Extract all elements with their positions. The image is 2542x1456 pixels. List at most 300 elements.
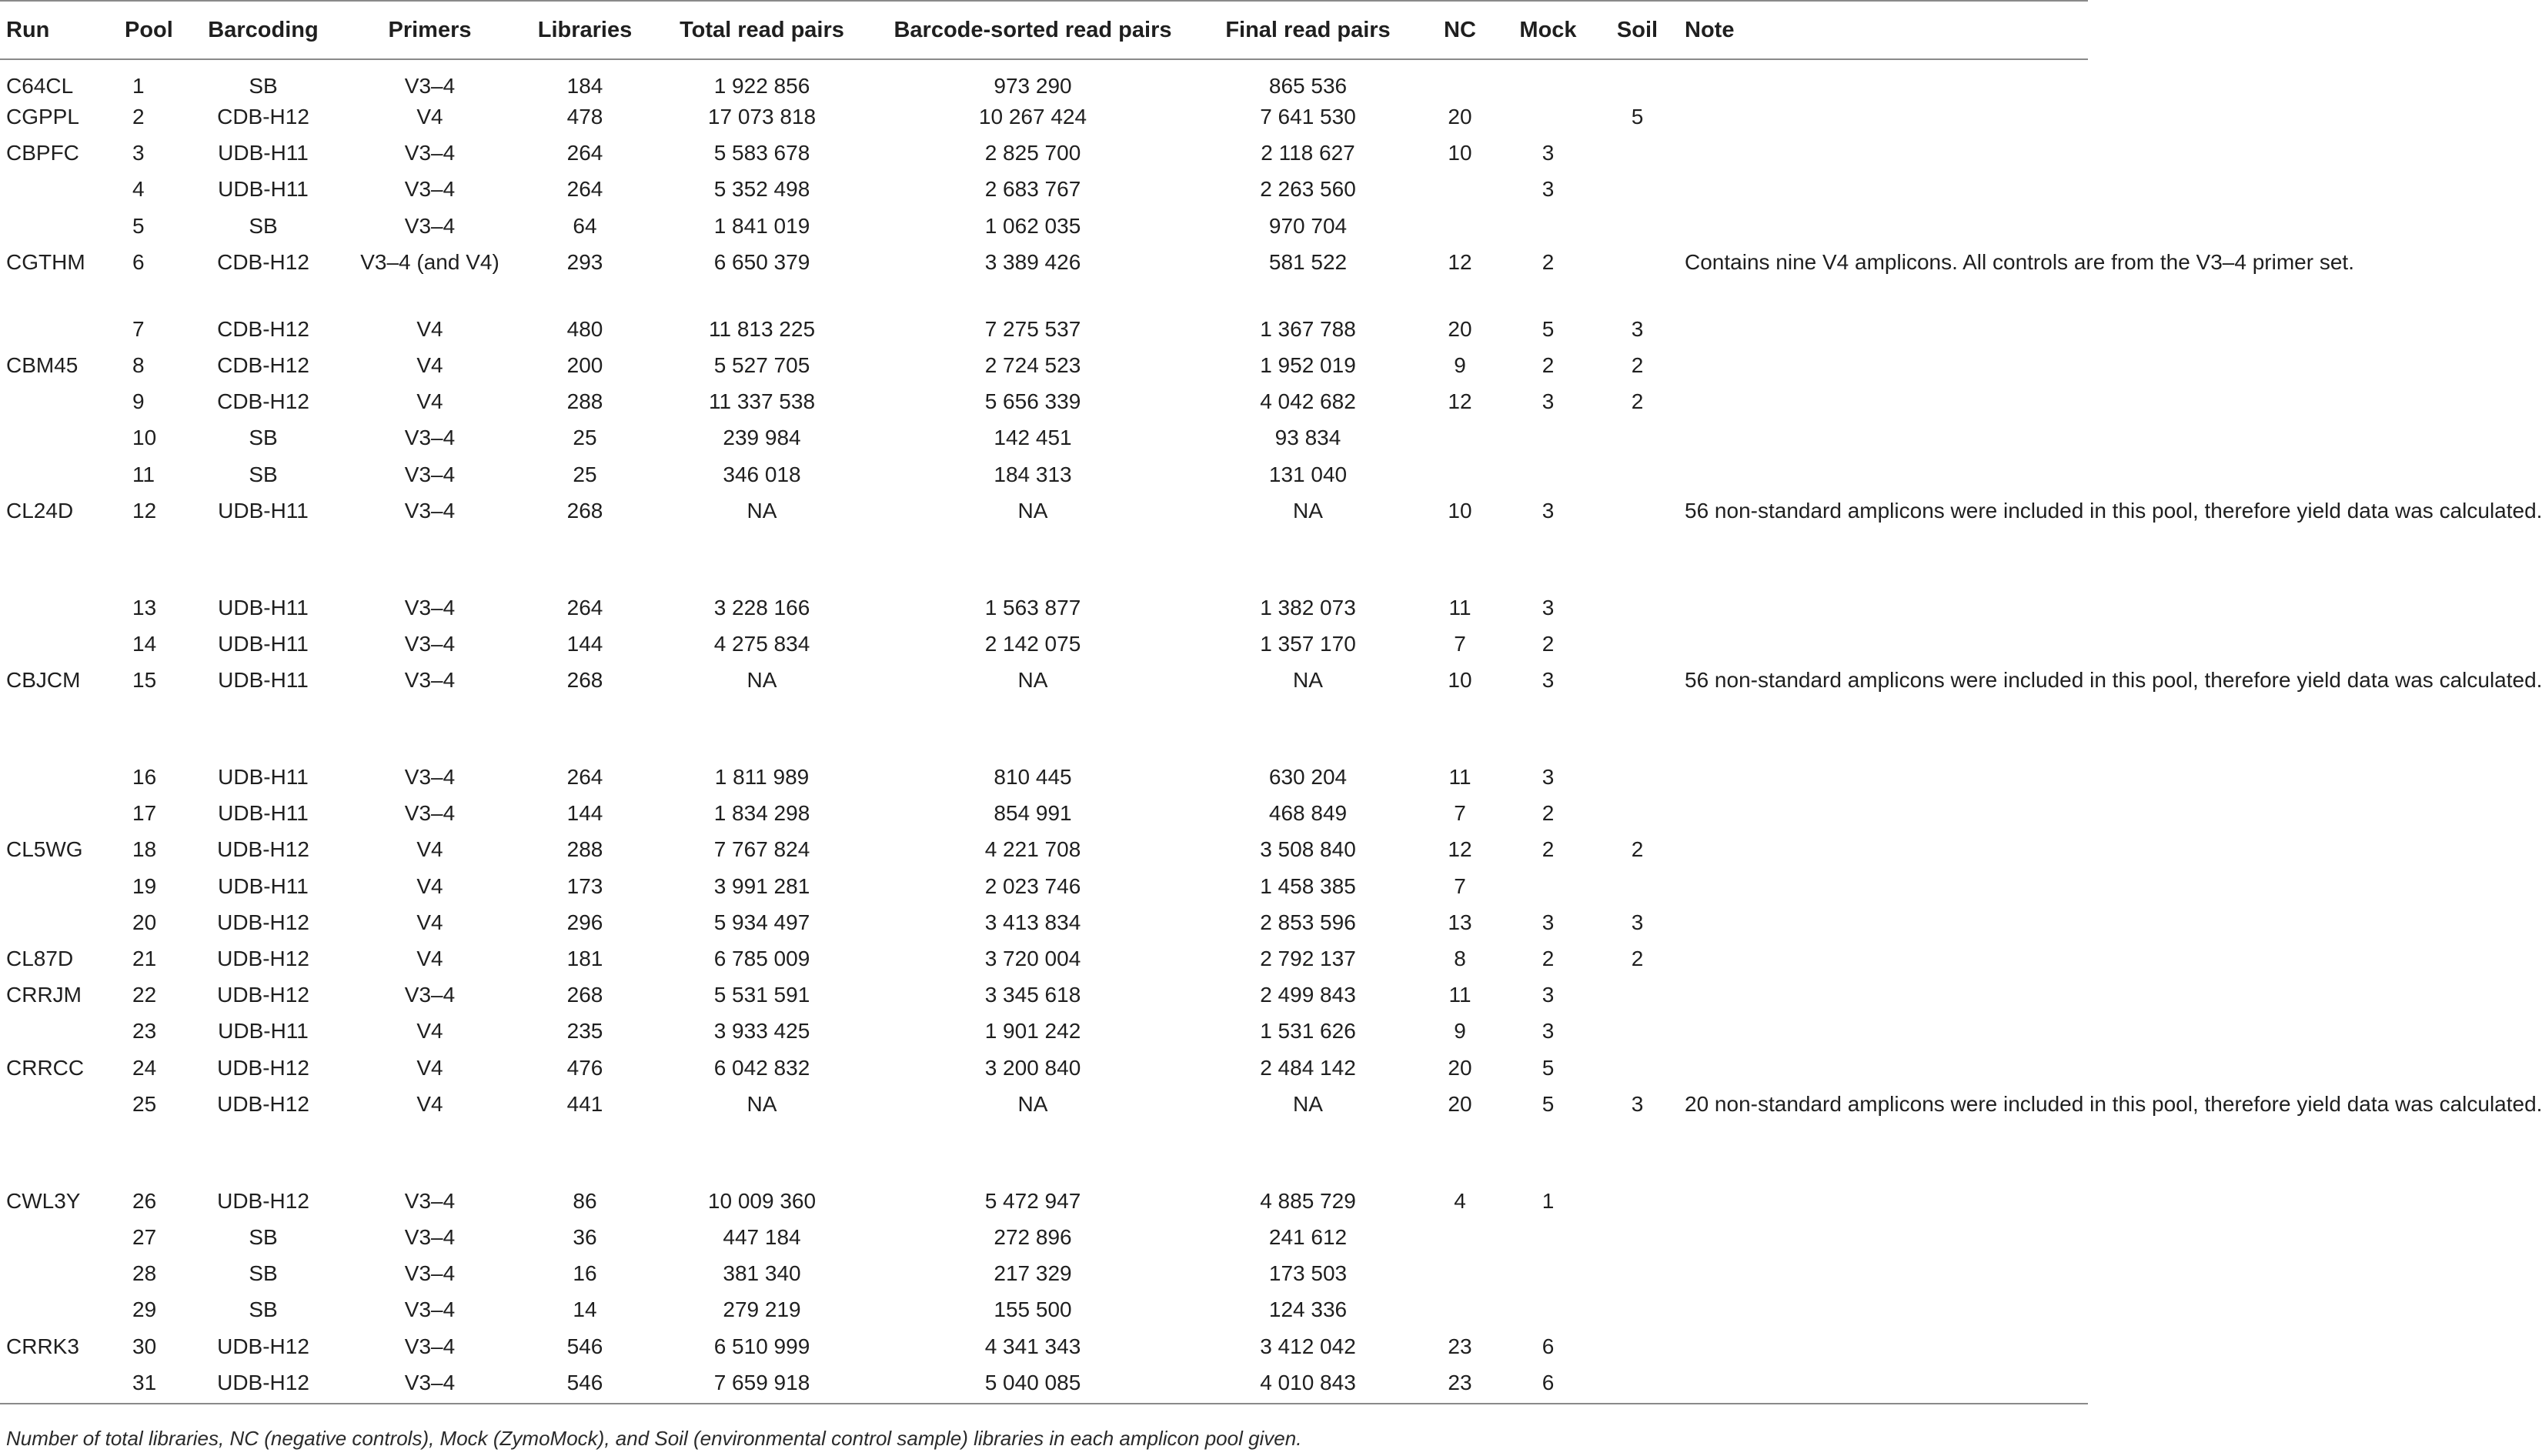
cell-barcoding: UDB-H11 xyxy=(218,1019,309,1044)
cell-final: 970 704 xyxy=(1268,213,1348,238)
cell-final: 2 118 627 xyxy=(1261,141,1355,165)
cell-run: CL24D xyxy=(6,498,74,523)
cell-barcoding: SB xyxy=(249,1297,278,1322)
cell-barcoding: UDB-H11 xyxy=(218,498,309,523)
cell-libraries: 546 xyxy=(523,1368,646,1404)
cell-nc xyxy=(1428,1258,1492,1294)
cell-primers: V3–4 xyxy=(404,801,456,826)
cell-soil xyxy=(1604,174,1671,210)
cell-final: 241 612 xyxy=(1268,1224,1348,1249)
cell-total: 3 991 281 xyxy=(713,873,810,898)
cell-final: 2 263 560 xyxy=(1260,177,1356,202)
cell-libraries: 144 xyxy=(566,631,603,656)
cell-run xyxy=(0,174,108,210)
cell-note xyxy=(1671,1258,2088,1294)
cell-pool: 8 xyxy=(132,352,145,377)
cell-nc: 7 xyxy=(1454,801,1466,826)
cell-nc: 23 xyxy=(1448,1334,1472,1358)
cell-mock: 3 xyxy=(1542,910,1555,934)
cell-nc xyxy=(1428,459,1492,496)
table-row xyxy=(0,102,2088,138)
cell-final: 2 792 137 xyxy=(1260,947,1356,970)
cell-soil xyxy=(1604,1294,1671,1331)
cell-final: NA xyxy=(1293,668,1323,693)
header-barcoding: Barcoding xyxy=(190,1,336,59)
cell-pool: 20 xyxy=(132,910,157,934)
cell-pool: 16 xyxy=(132,765,157,790)
cell-pool: 31 xyxy=(108,1368,190,1404)
cell-total: 381 340 xyxy=(723,1261,801,1286)
table-caption: Number of total libraries, NC (negative controls), Mock (ZymoMock), and Soil (environmental control sample) libraries in each amplicon pool given. xyxy=(6,1427,1302,1450)
cell-barcoding: UDB-H12 xyxy=(217,1188,309,1213)
cell-mock: 3 xyxy=(1542,389,1555,414)
cell-total: 346 018 xyxy=(723,462,801,486)
table-header-row xyxy=(0,1,2088,59)
cell-pool: 7 xyxy=(132,316,145,341)
table-row xyxy=(0,138,2088,174)
table-row xyxy=(0,350,2088,386)
cell-final: 4 010 843 xyxy=(1188,1368,1428,1404)
cell-libraries: 268 xyxy=(566,498,603,523)
cell-note xyxy=(1671,798,2088,834)
cell-barcoding: UDB-H12 xyxy=(217,947,309,970)
cell-pool: 29 xyxy=(132,1297,157,1322)
cell-sorted: 973 290 xyxy=(994,74,1072,98)
cell-total: 239 984 xyxy=(723,426,801,450)
cell-soil xyxy=(1604,665,1671,762)
cell-total: 6 042 832 xyxy=(713,1055,810,1080)
cell-mock: 3 xyxy=(1542,498,1555,523)
cell-total: 17 073 818 xyxy=(707,105,817,129)
cell-libraries: 86 xyxy=(573,1188,597,1213)
cell-total: 1 841 019 xyxy=(713,213,810,238)
cell-mock xyxy=(1492,459,1604,496)
cell-primers: V4 xyxy=(416,947,443,970)
cell-libraries: 264 xyxy=(566,177,603,202)
cell-libraries: 235 xyxy=(566,1019,603,1044)
cell-final: 3 412 042 xyxy=(1260,1334,1356,1358)
cell-note xyxy=(1671,102,2088,138)
cell-nc: 10 xyxy=(1448,141,1472,165)
cell-final: 1 367 788 xyxy=(1260,316,1356,341)
cell-mock: 3 xyxy=(1542,983,1555,1007)
cell-final: 124 336 xyxy=(1268,1297,1348,1322)
cell-soil xyxy=(1604,762,1671,798)
cell-note: 20 non-standard amplicons were included in this pool, therefore yield data was calculated. xyxy=(1685,1091,2542,1116)
cell-libraries: 144 xyxy=(566,801,603,826)
cell-sorted: NA xyxy=(1017,668,1048,693)
cell-barcoding: UDB-H12 xyxy=(217,1091,309,1116)
table-row xyxy=(0,593,2088,629)
cell-total: 6 785 009 xyxy=(713,947,810,970)
cell-nc: 7 xyxy=(1454,631,1466,656)
cell-primers: V3–4 xyxy=(404,631,456,656)
cell-soil xyxy=(1604,459,1671,496)
cell-run xyxy=(0,1089,108,1186)
cell-soil: 2 xyxy=(1631,947,1644,970)
cell-primers: V3–4 xyxy=(404,1334,456,1358)
cell-nc xyxy=(1428,1222,1492,1258)
cell-nc: 9 xyxy=(1454,352,1466,377)
cell-nc: 10 xyxy=(1448,668,1472,693)
cell-soil xyxy=(1604,1368,1671,1404)
cell-barcoding: UDB-H11 xyxy=(218,765,309,790)
cell-note xyxy=(1671,943,2088,980)
cell-final: NA xyxy=(1293,498,1323,523)
cell-pool: 10 xyxy=(132,426,157,450)
table-row xyxy=(0,59,2088,102)
cell-note xyxy=(1671,629,2088,665)
cell-pool: 24 xyxy=(132,1055,157,1080)
table-row xyxy=(0,1016,2088,1052)
cell-soil xyxy=(1604,980,1671,1016)
table-row xyxy=(0,1186,2088,1222)
header-libraries: Libraries xyxy=(523,1,646,59)
cell-soil: 2 xyxy=(1631,389,1644,414)
cell-sorted: 2 142 075 xyxy=(984,631,1081,656)
cell-run xyxy=(0,593,108,629)
cell-pool: 13 xyxy=(132,595,157,619)
table-row xyxy=(0,314,2088,350)
cell-barcoding: SB xyxy=(249,1224,278,1249)
cell-libraries: 14 xyxy=(573,1297,597,1322)
cell-barcoding: CDB-H12 xyxy=(217,352,309,377)
cell-nc: 12 xyxy=(1448,389,1472,414)
cell-note xyxy=(1671,59,2088,102)
cell-total: NA xyxy=(747,498,777,523)
table-row xyxy=(0,665,2088,762)
cell-soil xyxy=(1604,629,1671,665)
cell-barcoding: SB xyxy=(249,213,278,238)
cell-barcoding: UDB-H11 xyxy=(218,631,309,656)
cell-nc xyxy=(1428,422,1492,459)
cell-sorted: 3 413 834 xyxy=(984,910,1081,934)
table-row xyxy=(0,1053,2088,1089)
table-row xyxy=(0,1222,2088,1258)
cell-final: 93 834 xyxy=(1274,426,1341,450)
cell-nc: 8 xyxy=(1454,947,1466,970)
cell-primers: V3–4 xyxy=(404,426,456,450)
table-row xyxy=(0,386,2088,422)
cell-total: 3 933 425 xyxy=(713,1019,810,1044)
cell-run xyxy=(0,1258,108,1294)
cell-sorted: NA xyxy=(1017,1091,1048,1116)
cell-nc xyxy=(1428,1294,1492,1331)
cell-run: CBPFC xyxy=(6,141,79,165)
cell-run xyxy=(0,1222,108,1258)
cell-soil xyxy=(1604,422,1671,459)
table-row xyxy=(0,629,2088,665)
cell-total: 447 184 xyxy=(723,1224,801,1249)
cell-note xyxy=(1671,1186,2088,1222)
cell-nc: 23 xyxy=(1428,1368,1492,1404)
cell-libraries: 478 xyxy=(566,105,603,129)
table-row xyxy=(0,907,2088,943)
cell-mock: 3 xyxy=(1542,668,1555,693)
cell-mock: 2 xyxy=(1542,801,1555,826)
cell-nc: 10 xyxy=(1448,498,1472,523)
cell-run xyxy=(0,629,108,665)
cell-libraries: 181 xyxy=(566,947,603,970)
cell-mock: 5 xyxy=(1542,316,1555,341)
cell-mock: 3 xyxy=(1542,1019,1555,1044)
cell-nc: 11 xyxy=(1448,765,1471,790)
cell-nc: 11 xyxy=(1448,983,1471,1007)
cell-nc: 4 xyxy=(1454,1188,1466,1213)
table-row xyxy=(0,834,2088,870)
cell-libraries: 288 xyxy=(566,837,603,862)
cell-pool: 26 xyxy=(132,1188,157,1213)
cell-sorted: 155 500 xyxy=(994,1297,1072,1322)
cell-barcoding: SB xyxy=(249,74,278,98)
cell-mock: 2 xyxy=(1542,249,1555,274)
cell-run xyxy=(0,762,108,798)
cell-pool: 17 xyxy=(132,801,157,826)
cell-note xyxy=(1671,1331,2088,1368)
cell-soil xyxy=(1604,1186,1671,1222)
cell-nc: 11 xyxy=(1448,595,1471,619)
cell-sorted: 854 991 xyxy=(994,801,1072,826)
cell-mock: 3 xyxy=(1542,595,1555,619)
cell-barcoding: UDB-H11 xyxy=(218,595,309,619)
cell-note xyxy=(1671,174,2088,210)
cell-total: 6 510 999 xyxy=(713,1334,810,1358)
cell-pool: 30 xyxy=(132,1334,157,1358)
cell-total: NA xyxy=(747,1091,777,1116)
header-note: Note xyxy=(1671,1,2088,59)
cell-soil xyxy=(1604,496,1671,593)
cell-libraries: 264 xyxy=(566,765,603,790)
cell-libraries: 173 xyxy=(566,873,603,898)
cell-barcoding: UDB-H12 xyxy=(217,910,309,934)
cell-nc: 12 xyxy=(1448,837,1472,862)
header-pool: Pool xyxy=(108,1,190,59)
header-nc: NC xyxy=(1428,1,1492,59)
cell-primers: V3–4 xyxy=(336,1368,523,1404)
cell-primers: V3–4 xyxy=(404,462,456,486)
cell-sorted: 142 451 xyxy=(994,426,1072,450)
cell-primers: V3–4 xyxy=(404,668,456,693)
cell-run: CRRCC xyxy=(6,1055,85,1080)
cell-run xyxy=(0,798,108,834)
cell-primers: V4 xyxy=(416,1091,443,1116)
cell-pool: 22 xyxy=(132,983,157,1007)
cell-soil xyxy=(1604,593,1671,629)
header-run: Run xyxy=(0,1,108,59)
cell-note: 56 non-standard amplicons were included in this pool, therefore yield data was calculated. xyxy=(1685,668,2542,693)
cell-pool: 5 xyxy=(132,213,145,238)
cell-total: 4 275 834 xyxy=(713,631,810,656)
table-row xyxy=(0,459,2088,496)
cell-note xyxy=(1671,871,2088,907)
cell-final: 865 536 xyxy=(1268,74,1348,98)
cell-pool: 4 xyxy=(132,177,145,202)
cell-barcoding: SB xyxy=(249,1261,278,1286)
cell-note xyxy=(1671,907,2088,943)
cell-primers: V3–4 xyxy=(404,1261,456,1286)
cell-barcoding: CDB-H12 xyxy=(217,105,309,129)
cell-mock xyxy=(1492,871,1604,907)
cell-barcoding: UDB-H12 xyxy=(190,1368,336,1404)
cell-total: 6 650 379 xyxy=(713,249,810,274)
cell-pool: 9 xyxy=(132,389,145,414)
cell-mock: 3 xyxy=(1542,177,1555,202)
cell-pool: 3 xyxy=(132,141,145,165)
cell-sorted: 5 040 085 xyxy=(877,1368,1188,1404)
cell-total: 10 009 360 xyxy=(707,1188,817,1213)
cell-final: NA xyxy=(1293,1091,1323,1116)
cell-note xyxy=(1671,350,2088,386)
cell-nc: 13 xyxy=(1448,910,1472,934)
cell-final: 131 040 xyxy=(1268,462,1348,486)
cell-primers: V4 xyxy=(416,910,443,934)
cell-primers: V3–4 xyxy=(404,765,456,790)
cell-soil xyxy=(1604,247,1671,314)
cell-run: CL87D xyxy=(6,947,74,970)
cell-note xyxy=(1671,211,2088,247)
header-soil: Soil xyxy=(1604,1,1671,59)
cell-total: 1 834 298 xyxy=(713,801,810,826)
cell-final: 173 503 xyxy=(1268,1261,1348,1286)
cell-nc: 20 xyxy=(1448,105,1472,129)
cell-note xyxy=(1671,386,2088,422)
cell-mock xyxy=(1492,211,1604,247)
cell-libraries: 293 xyxy=(566,249,603,274)
cell-sorted: 4 341 343 xyxy=(984,1334,1081,1358)
cell-pool: 27 xyxy=(132,1224,157,1249)
cell-run xyxy=(0,314,108,350)
cell-libraries: 200 xyxy=(566,352,603,377)
cell-primers: V4 xyxy=(416,389,443,414)
cell-note xyxy=(1671,138,2088,174)
cell-barcoding: UDB-H12 xyxy=(217,1334,309,1358)
cell-total: 279 219 xyxy=(723,1297,801,1322)
cell-run: CWL3Y xyxy=(6,1188,81,1213)
cell-soil: 3 xyxy=(1631,910,1644,934)
cell-sorted: 1 901 242 xyxy=(984,1019,1081,1044)
cell-libraries: 264 xyxy=(566,141,603,165)
table-row xyxy=(0,496,2088,593)
table-row xyxy=(0,1258,2088,1294)
cell-libraries: 476 xyxy=(566,1055,603,1080)
cell-barcoding: UDB-H11 xyxy=(218,141,309,165)
cell-soil: 2 xyxy=(1631,837,1644,862)
cell-mock: 2 xyxy=(1542,631,1555,656)
cell-primers: V3–4 xyxy=(404,177,456,202)
cell-nc: 9 xyxy=(1454,1019,1466,1044)
cell-mock xyxy=(1492,102,1604,138)
table-row xyxy=(0,1294,2088,1331)
cell-pool: 11 xyxy=(132,462,155,486)
cell-nc xyxy=(1428,174,1492,210)
cell-sorted: NA xyxy=(1017,498,1048,523)
cell-sorted: 4 221 708 xyxy=(984,837,1081,862)
header-primers: Primers xyxy=(336,1,523,59)
table-row xyxy=(0,1368,2088,1404)
cell-libraries: 264 xyxy=(566,595,603,619)
cell-libraries: 184 xyxy=(566,74,603,98)
cell-run: CL5WG xyxy=(6,837,83,862)
cell-sorted: 7 275 537 xyxy=(984,316,1081,341)
table-row xyxy=(0,211,2088,247)
cell-note xyxy=(1671,314,2088,350)
cell-soil xyxy=(1604,1222,1671,1258)
cell-mock: 2 xyxy=(1542,352,1555,377)
table-row xyxy=(0,980,2088,1016)
cell-libraries: 480 xyxy=(566,316,603,341)
cell-primers: V3–4 xyxy=(404,498,456,523)
cell-note xyxy=(1671,593,2088,629)
cell-soil: 2 xyxy=(1631,352,1644,377)
cell-barcoding: CDB-H12 xyxy=(217,316,309,341)
cell-primers: V3–4 xyxy=(404,141,456,165)
cell-barcoding: CDB-H12 xyxy=(217,249,309,274)
cell-primers: V4 xyxy=(416,105,443,129)
cell-note xyxy=(1671,1368,2088,1404)
cell-sorted: 3 720 004 xyxy=(984,947,1081,970)
cell-note xyxy=(1671,834,2088,870)
cell-libraries: 16 xyxy=(573,1261,597,1286)
cell-sorted: 3 345 618 xyxy=(984,983,1081,1007)
cell-nc: 20 xyxy=(1448,1091,1472,1116)
cell-soil xyxy=(1604,1258,1671,1294)
cell-final: 3 508 840 xyxy=(1260,837,1356,862)
cell-note xyxy=(1671,1053,2088,1089)
cell-sorted: 2 825 700 xyxy=(984,141,1081,165)
cell-soil xyxy=(1604,871,1671,907)
cell-soil xyxy=(1604,211,1671,247)
cell-nc: 7 xyxy=(1454,873,1466,898)
cell-primers: V4 xyxy=(416,1019,443,1044)
cell-final: 468 849 xyxy=(1268,801,1348,826)
cell-sorted: 2 023 746 xyxy=(984,873,1081,898)
cell-pool: 1 xyxy=(132,74,145,98)
cell-soil: 3 xyxy=(1631,316,1644,341)
cell-soil xyxy=(1604,1016,1671,1052)
cell-sorted: 217 329 xyxy=(994,1261,1072,1286)
cell-soil: 3 xyxy=(1631,1091,1644,1116)
cell-total: 11 337 538 xyxy=(708,389,816,414)
cell-run: CRRJM xyxy=(6,983,82,1007)
cell-primers: V4 xyxy=(416,1055,443,1080)
cell-primers: V3–4 xyxy=(404,1188,456,1213)
cell-barcoding: UDB-H11 xyxy=(218,177,309,202)
table-row xyxy=(0,422,2088,459)
cell-pool: 12 xyxy=(132,498,157,523)
cell-run xyxy=(0,211,108,247)
cell-note xyxy=(1671,762,2088,798)
cell-run: CGPPL xyxy=(6,105,79,129)
cell-final: 2 499 843 xyxy=(1260,983,1356,1007)
cell-mock: 6 xyxy=(1492,1368,1604,1404)
cell-sorted: 5 656 339 xyxy=(984,389,1081,414)
table-row xyxy=(0,1089,2088,1186)
cell-sorted: 3 200 840 xyxy=(984,1055,1081,1080)
cell-soil xyxy=(1604,59,1671,102)
table-body xyxy=(0,59,2542,1404)
cell-note xyxy=(1671,422,2088,459)
table-row xyxy=(0,247,2088,314)
cell-run: CBM45 xyxy=(6,352,78,377)
cell-mock: 1 xyxy=(1542,1188,1555,1213)
cell-pool: 19 xyxy=(132,873,157,898)
cell-libraries: 64 xyxy=(573,213,597,238)
cell-pool: 15 xyxy=(132,668,157,693)
cell-total: 7 767 824 xyxy=(713,837,810,862)
cell-mock: 5 xyxy=(1542,1091,1555,1116)
cell-total: 1 922 856 xyxy=(713,74,810,98)
cell-total: 1 811 989 xyxy=(714,765,810,790)
